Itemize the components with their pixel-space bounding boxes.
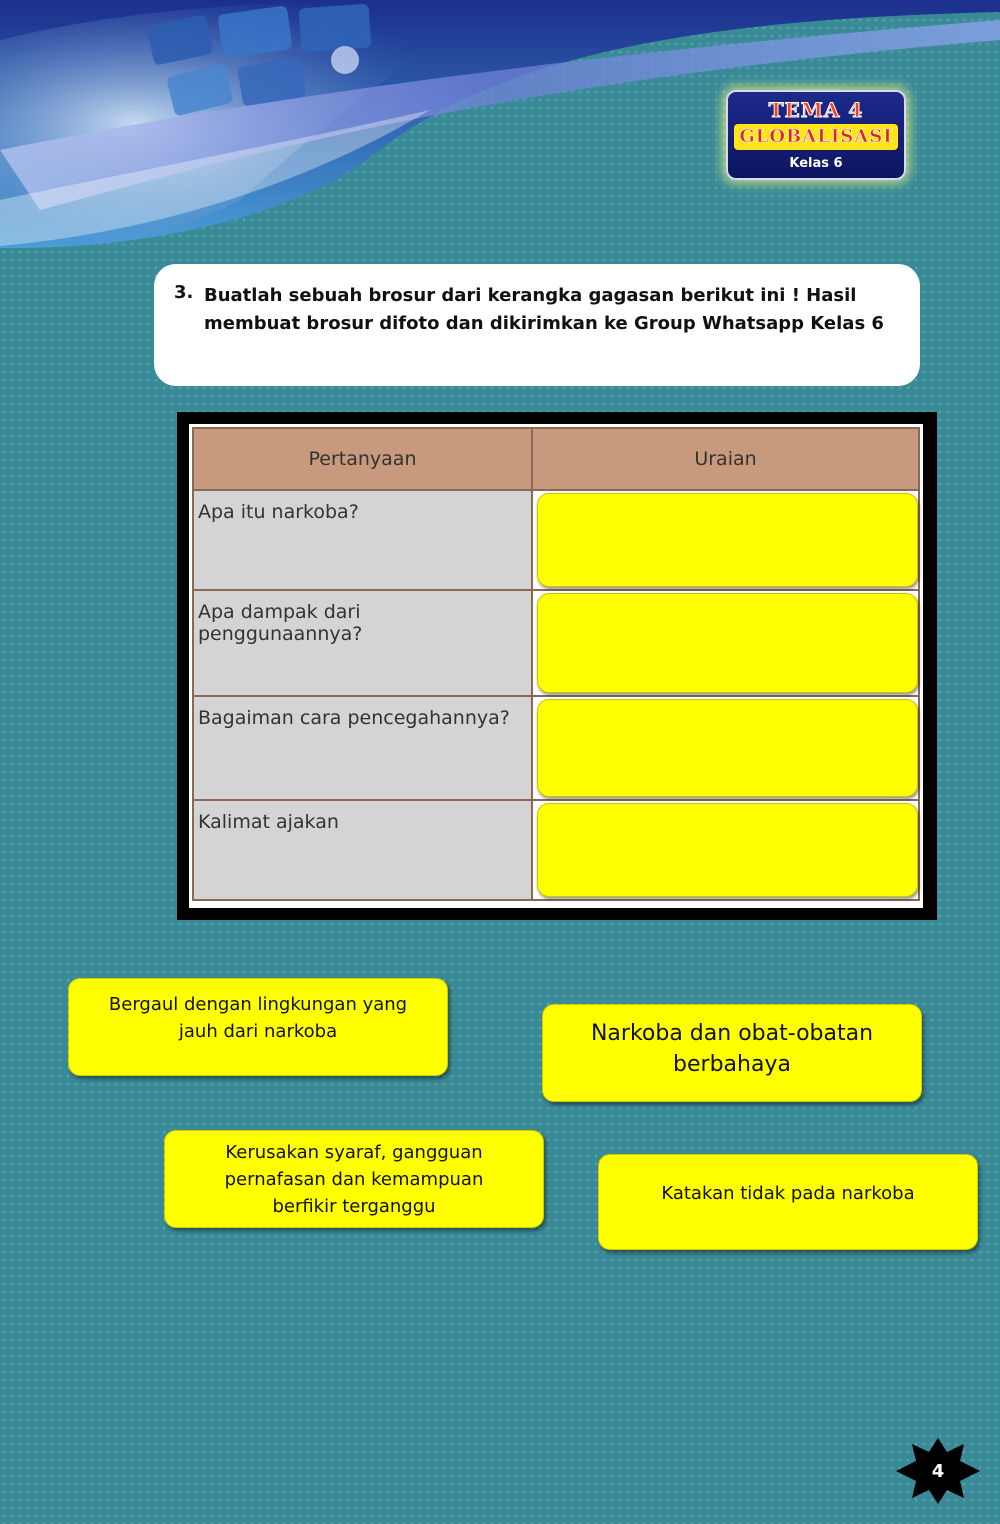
table-row — [193, 590, 919, 696]
answer-card-narkoba[interactable] — [542, 1004, 922, 1102]
header-pertanyaan: Pertanyaan — [193, 428, 532, 490]
question-cell: Kalimat ajakan — [193, 800, 532, 900]
question-cell: Bagaiman cara pencegahannya? — [193, 696, 532, 800]
instruction-text: Buatlah sebuah brosur dari kerangka gagasan berikut ini ! Hasil membuat brosur difoto dan dikirimkan ke Group Whatsapp Kelas 6 — [204, 285, 884, 334]
answer-card-text: Katakan tidak pada narkoba — [661, 1182, 915, 1204]
badge-theme-title: GLOBALISASI — [734, 124, 898, 150]
answer-card-text: Kerusakan syaraf, gangguan pernafasan dan kemampuan berfikir terganggu — [224, 1141, 484, 1217]
table-row — [193, 696, 919, 800]
answer-card-katakan[interactable] — [598, 1154, 978, 1250]
answer-card-text: Narkoba dan obat-obatan berbahaya — [590, 1021, 874, 1077]
worksheet-table-frame — [177, 412, 937, 920]
instruction-box — [154, 264, 920, 386]
drop-slot-3[interactable] — [537, 699, 918, 797]
drop-slot-1[interactable] — [537, 493, 918, 587]
answer-cell — [532, 590, 919, 696]
answer-card-bergaul[interactable] — [68, 978, 448, 1076]
header-uraian: Uraian — [532, 428, 919, 490]
theme-badge-panel — [726, 90, 906, 180]
worksheet-table — [192, 427, 920, 901]
instruction-number: 3. — [174, 282, 194, 303]
worksheet-table-background — [189, 424, 923, 908]
answer-cell — [532, 696, 919, 800]
answer-cell — [532, 490, 919, 590]
table-row — [193, 800, 919, 900]
question-cell: Apa dampak dari penggunaannya? — [193, 590, 532, 696]
table-row — [193, 490, 919, 590]
table-header-row — [193, 428, 919, 490]
answer-cell — [532, 800, 919, 900]
drop-slot-2[interactable] — [537, 593, 918, 693]
page-number: 4 — [931, 1460, 945, 1482]
question-cell: Apa itu narkoba? — [193, 490, 532, 590]
theme-badge — [712, 82, 918, 182]
badge-theme-number: TEMA 4 — [768, 98, 864, 122]
badge-class-label: Kelas 6 — [789, 156, 843, 171]
drop-slot-4[interactable] — [537, 803, 918, 897]
answer-card-kerusakan[interactable] — [164, 1130, 544, 1228]
answer-card-text: Bergaul dengan lingkungan yang jauh dari narkoba — [108, 994, 408, 1042]
